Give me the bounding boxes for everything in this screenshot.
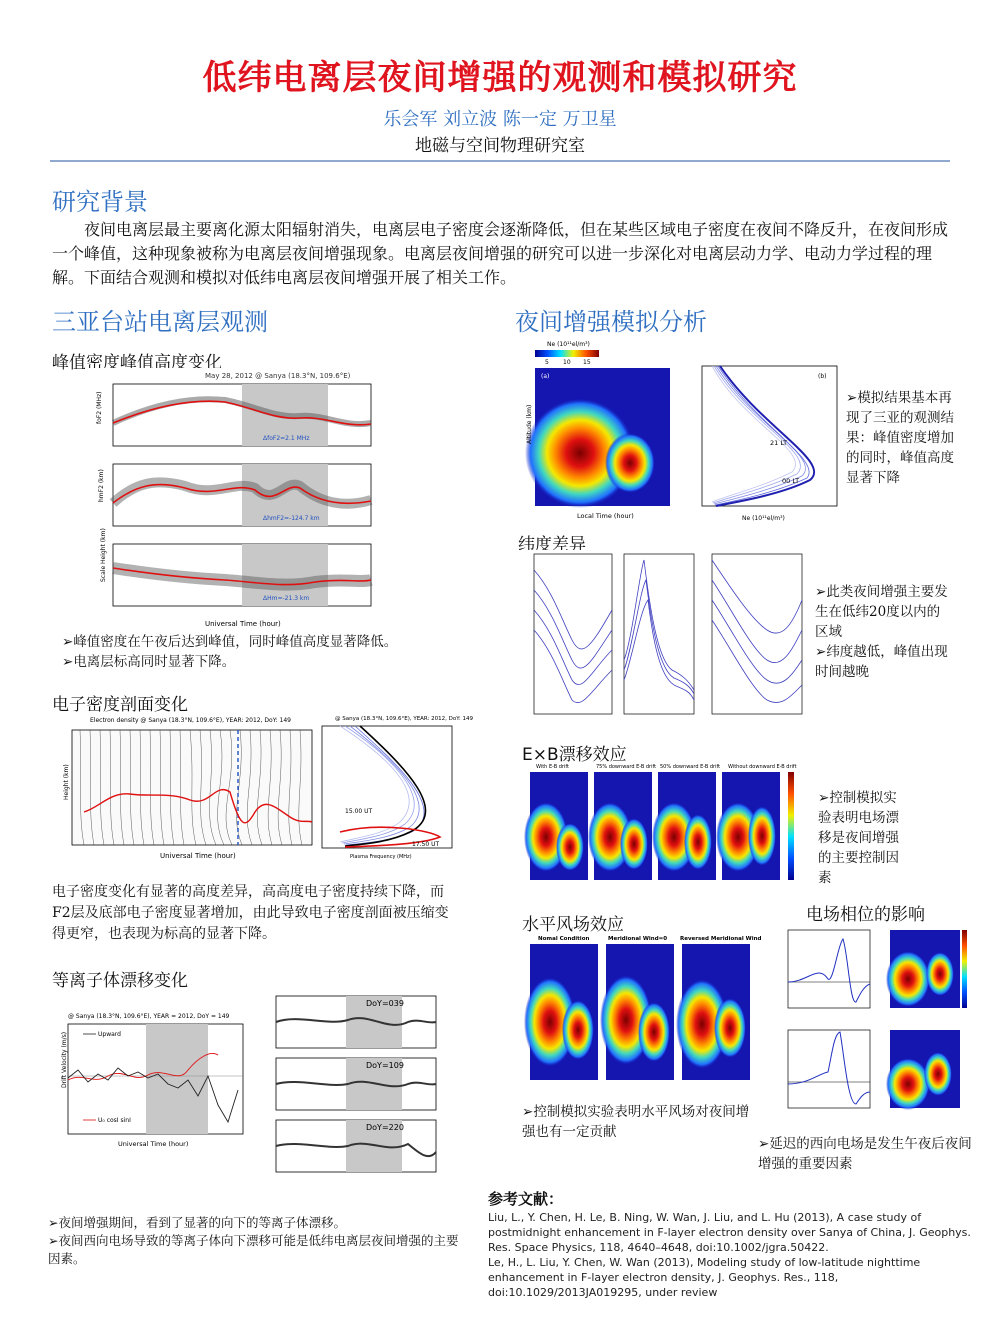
model-heatmap-figure — [505, 338, 675, 523]
model-profile-figure — [682, 362, 842, 524]
wind-panel-3 — [676, 936, 762, 1080]
drift-figure-doy — [248, 992, 438, 1184]
profile-subheading: 电子密度剖面变化 — [52, 695, 188, 715]
wind-title-1: Nomal Condition — [538, 936, 590, 942]
exb-panel-1 — [524, 764, 588, 880]
model-21lt: 21 LT — [770, 439, 788, 447]
wind-title-3: Reversed Meridional Wind — [680, 936, 762, 942]
wind-panel-2 — [600, 936, 674, 1080]
drift-figure-main — [38, 1010, 248, 1152]
drift-fig-title: @ Sanya (18.3°N, 109.6°E), YEAR = 2012, DoY = 149 — [68, 1013, 230, 1020]
phase-panel-b — [886, 930, 960, 1008]
latitude-figure — [512, 550, 807, 730]
drift-legend-u: U₀ cosI sinI — [98, 1117, 131, 1124]
exb-title-2: 75% downward E-B drift — [596, 764, 657, 770]
exb-panel-3 — [652, 764, 720, 880]
doy-panel-1 — [276, 996, 436, 1048]
simulation-heading: 夜间增强模拟分析 — [515, 308, 707, 336]
exb-subheading: E×B漂移效应 — [522, 745, 627, 765]
wind-note: ➢控制模拟实验表明水平风场对夜间增强也有一定贡献 — [522, 1104, 750, 1140]
profile-ylabel: Height (km) — [63, 764, 70, 800]
peak-fig-title: May 28, 2012 @ Sanya (18.3°N, 109.6°E) — [205, 372, 351, 380]
exb-note: ➢控制模拟实验表明电场漂移是夜间增强的主要控制因素 — [818, 790, 899, 886]
exb-figure — [508, 762, 803, 892]
peak-notes — [62, 632, 462, 672]
drift-bullet-2: ➢夜间西向电场导致的等离子体向下漂移可能是低纬电离层夜间增强的主要因素。 — [48, 1233, 459, 1266]
profile-fig-title: Electron density @ Sanya (18.3°N, 109.6°E), YEAR: 2012, DoY: 149 — [90, 717, 291, 724]
latitude-bullet-2: ➢纬度越低，峰值出现时间越晚 — [815, 644, 948, 680]
ylabel-hmf2: hmF2 (km) — [98, 469, 105, 502]
observation-heading: 三亚台站电离层观测 — [52, 308, 268, 336]
model-b-xlabel: Ne (10¹¹el/m³) — [742, 515, 785, 522]
drift-legend-upward: Upward — [98, 1031, 121, 1038]
lab-name: 地磁与空间物理研究室 — [415, 136, 585, 156]
svg-text:(a): (a) — [541, 373, 550, 380]
drift-xlabel: Universal Time (hour) — [118, 1140, 189, 1148]
header-divider — [50, 160, 950, 162]
wind-subheading: 水平风场效应 — [522, 915, 624, 935]
colorbar-title: Ne (10¹¹el/m³) — [547, 341, 590, 348]
exb-title-3: 50% downward E-B drift — [660, 764, 721, 770]
delta-fof2: ΔfoF2=2.1 MHz — [263, 435, 310, 442]
reference-item-1: Liu, L., Y. Chen, H. Le, B. Ning, W. Wan, J. Liu, and L. Hu (2013), A case study of postmidnight enhancement in F-layer electron density over Sanya of China, J. Geophys. Res. Space Physics, 118, 4640–4648, doi:10.1002/jgra.50422. — [488, 1211, 971, 1254]
latitude-bullet-1: ➢此类夜间增强主要发生在低纬20度以内的区域 — [815, 584, 948, 640]
svg-text:(b): (b) — [818, 373, 827, 380]
model-00lt: 00 LT — [782, 477, 800, 485]
model-note: ➢模拟结果基本再现了三亚的观测结果：峰值密度增加的同时，峰值高度显著下降 — [846, 390, 954, 486]
profile-right-title: @ Sanya (18.3°N, 109.6°E), YEAR: 2012, DoY: 149 — [335, 716, 474, 722]
drift-bullet-1: ➢夜间增强期间，看到了显著的向下的等离子体漂移。 — [48, 1215, 346, 1230]
poster-title: 低纬电离层夜间增强的观测和模拟研究 — [202, 58, 798, 98]
drift-ylabel: Drift Velocity (m/s) — [61, 1031, 68, 1088]
model-xlabel: Local Time (hour) — [577, 512, 634, 520]
exb-colorbar — [788, 772, 794, 880]
authors: 乐会军 刘立波 陈一定 万卫星 — [383, 109, 617, 130]
phase-subheading: 电场相位的影响 — [806, 905, 925, 925]
electron-profile-figure — [50, 712, 474, 862]
background-text: 夜间电离层最主要离化源太阳辐射消失，电离层电子密度会逐渐降低，但在某些区域电子密度在夜间不降反升，在夜间形成一个峰值，这种现象被称为电离层夜间增强现象。电离层夜间增强的研究可以进一步深化对电离层动力学、电动力学过程的理解。下面结合观测和模拟对低纬电离层夜间增强开展了相关工作。 — [52, 220, 949, 287]
drift-notes — [48, 1214, 463, 1268]
phase-figure — [768, 924, 968, 1119]
phase-panel-a — [788, 930, 870, 1008]
latitude-subheading: 纬度差异 — [518, 535, 586, 555]
peak-density-figure — [85, 368, 380, 633]
doy-220: DoY=220 — [366, 1123, 404, 1132]
cbar-tick-5: 5 — [545, 359, 549, 366]
phase-panel-d — [886, 1030, 960, 1110]
profile-text: 电子密度变化有显著的高度差异，高高度电子密度持续下降，而F2层及底部电子密度显著增加，由此导致电子密度剖面被压缩变得更窄，也表现为标高的显著下降。 — [52, 884, 449, 942]
exb-panel-4 — [716, 764, 797, 880]
ylabel-fof2: foF2 (MHz) — [96, 391, 103, 424]
background-heading: 研究背景 — [52, 188, 148, 216]
references-list — [488, 1210, 978, 1300]
doy-039: DoY=039 — [366, 999, 404, 1008]
wind-panel-1 — [524, 936, 598, 1080]
exb-panel-2 — [588, 764, 656, 880]
cbar-tick-10: 10 — [563, 359, 571, 366]
references-heading: 参考文献： — [488, 1190, 564, 1208]
lat-panel-nmf2 — [534, 554, 612, 714]
profile-xlabel: Universal Time (hour) — [160, 852, 236, 860]
exb-title-1: With E-B drift — [536, 764, 569, 770]
delta-hm: ΔHm=-21.3 km — [263, 595, 310, 602]
cbar-tick-15: 15 — [583, 359, 591, 366]
phase-panel-c — [788, 1030, 870, 1108]
peak-bullet-1: ➢峰值密度在午夜后达到峰值，同时峰值高度显著降低。 — [62, 634, 398, 650]
wind-figure — [508, 932, 762, 1092]
phase-note: ➢延迟的西向电场是发生午夜后夜间增强的重要因素 — [758, 1136, 972, 1172]
profile-label-15ut: 15.00 UT — [345, 808, 373, 815]
peak-subheading: 峰值密度峰值高度变化 — [52, 353, 222, 373]
model-ylabel: Altitude (km) — [526, 404, 533, 444]
delta-hmf2: ΔhmF2=-124.7 km — [263, 515, 320, 522]
peak-xlabel: Universal Time (hour) — [205, 620, 281, 628]
drift-subheading: 等离子体漂移变化 — [52, 971, 188, 991]
profile-label-1750ut: 17.50 UT — [412, 841, 440, 848]
reference-item-2: Le, H., L. Liu, Y. Chen, W. Wan (2013), Modeling study of low-latitude nighttime enhancement in F-layer electron density, J. Geophys. Res., 118, doi:10.1029/2013JA019295, under review — [488, 1256, 921, 1299]
ylabel-scale-height: Scale Height (km) — [100, 528, 107, 582]
latitude-notes — [815, 582, 950, 682]
lat-panel-hmf2 — [624, 554, 694, 714]
wind-title-2: Meridional Wind=0 — [608, 936, 668, 942]
doy-panel-3 — [276, 1120, 436, 1172]
peak-bullet-2: ➢电离层标高同时显著下降。 — [62, 654, 236, 670]
doy-109: DoY=109 — [366, 1061, 404, 1070]
doy-panel-2 — [276, 1058, 436, 1110]
exb-title-4: Without downward E-B drift — [728, 764, 797, 770]
lat-panel-tec — [712, 554, 802, 714]
profile-right-xlabel: Plasma Frequency (MHz) — [350, 854, 412, 860]
